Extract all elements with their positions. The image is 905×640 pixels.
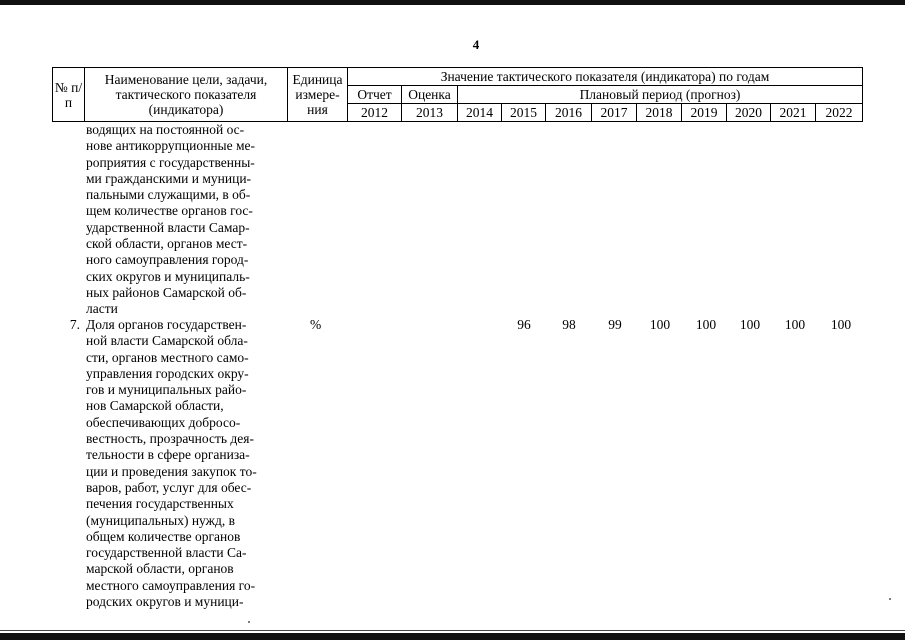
value-2022: 100 [830, 317, 852, 332]
text-line: государственной власти Са- [86, 545, 247, 561]
indicator-table-header [52, 67, 863, 122]
header-year: 2014 [458, 104, 502, 122]
text-line: ласти [86, 301, 118, 317]
text-line: вестность, прозрачность дея- [86, 431, 254, 447]
text-line: гов и муниципальных райо- [86, 382, 247, 398]
text-line: ной власти Самарской обла- [86, 333, 248, 349]
scan-border-bottom-line [0, 630, 905, 631]
text-line: варов, работ, услуг для обес- [86, 479, 252, 495]
header-year: 2020 [727, 104, 771, 122]
header-year: 2022 [816, 104, 863, 122]
header-num: № п/п [53, 68, 85, 122]
value-2016: 98 [562, 317, 576, 332]
text-line: ных районов Самарской об- [86, 284, 247, 300]
header-plan: Плановый период (прогноз) [458, 86, 863, 104]
scan-speck [248, 621, 250, 623]
text-line: водящих на постоянной ос- [86, 122, 245, 137]
row-7-name [86, 317, 286, 610]
header-year: 2019 [682, 104, 727, 122]
text-line: сти, органов местного само- [86, 349, 249, 365]
header-unit: Единица измере-ния [288, 68, 348, 122]
text-line: ской области, органов мест- [86, 236, 248, 252]
header-year: 2015 [502, 104, 546, 122]
value-2021: 100 [784, 317, 806, 332]
text-line: управления городских окру- [86, 365, 249, 381]
text-line: ми гражданскими и муници- [86, 170, 252, 186]
value-2019: 100 [695, 317, 717, 332]
header-values: Значение тактического показателя (индикатора) по годам [348, 68, 863, 86]
text-line: щем количестве органов гос- [86, 203, 253, 219]
header-year: 2021 [771, 104, 816, 122]
text-line: ного самоуправления город- [86, 252, 249, 268]
value-2018: 100 [649, 317, 671, 332]
header-name: Наименование цели, задачи, тактического показателя (индикатора) [85, 68, 288, 122]
text-line: марской области, органов [86, 561, 234, 577]
text-line: нов Самарской области, [86, 398, 224, 414]
text-line: обеспечивающих добросо- [86, 414, 241, 430]
row-7-number: 7. [69, 317, 80, 332]
text-line: пальными служащими, в об- [86, 187, 251, 203]
header-year: 2017 [592, 104, 637, 122]
text-line: общем количестве органов [86, 528, 241, 544]
header-year: 2016 [546, 104, 592, 122]
text-line: нове антикоррупционные ме- [86, 138, 256, 154]
scan-border-top [0, 0, 905, 5]
scan-border-bottom [0, 633, 905, 640]
text-line: тельности в сфере организа- [86, 447, 250, 463]
header-year: 2018 [637, 104, 682, 122]
page-number: 4 [472, 37, 480, 52]
text-line: (муниципальных) нужд, в [86, 512, 235, 528]
continuation-text [86, 122, 286, 318]
text-line: местного самоуправления го- [86, 577, 256, 593]
header-estimate-year: 2013 [402, 103, 457, 120]
text-line: Доля органов государствен- [86, 317, 247, 332]
scan-speck [889, 598, 891, 600]
header-report: Отчет [357, 87, 392, 102]
value-2015: 96 [517, 317, 531, 332]
text-line: печения государственных [86, 496, 234, 512]
text-line: ударственной власти Самар- [86, 219, 250, 235]
value-2017: 99 [608, 317, 622, 332]
text-line: ции и проведения закупок то- [86, 463, 257, 479]
text-line: роприятия с государственны- [86, 154, 255, 170]
text-line: родских округов и муници- [86, 594, 244, 610]
header-report-year: 2012 [348, 103, 401, 120]
header-estimate: Оценка [408, 87, 451, 102]
row-7-unit: % [310, 317, 322, 332]
text-line: ских округов и муниципаль- [86, 268, 250, 284]
value-2020: 100 [739, 317, 761, 332]
